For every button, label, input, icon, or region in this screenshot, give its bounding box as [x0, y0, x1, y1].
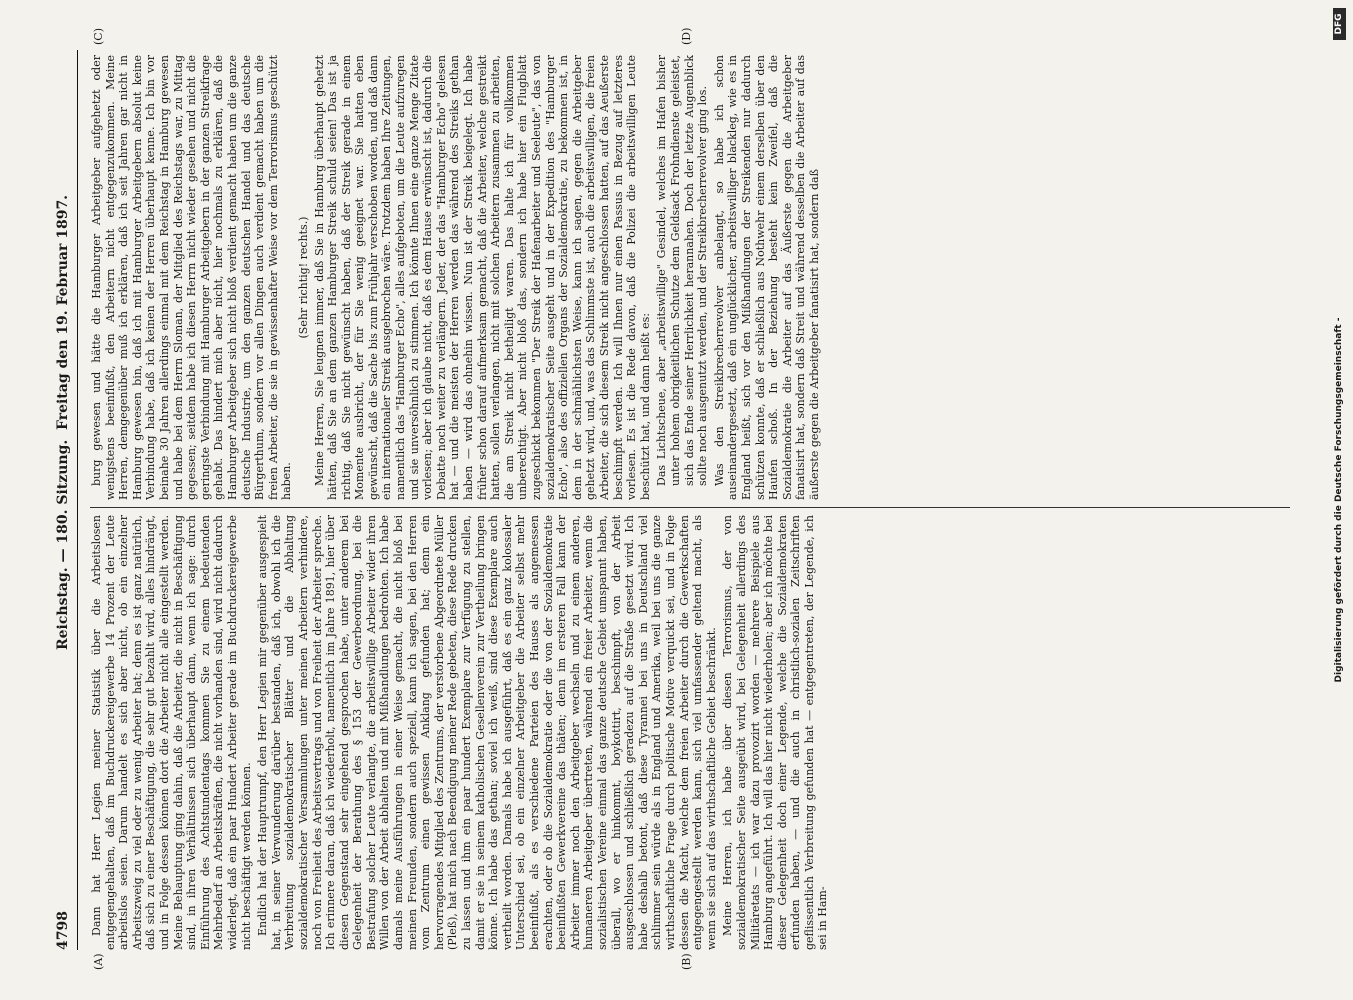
digitization-footer: Digitalisierung gefördert durch die Deutsche Forschungsgemeinschaft -: [1334, 317, 1344, 683]
paragraph: Meine Herren, ich habe über diesen Terrorismus, der von sozialdemokratischer Seite ausgeübt wird, bei Gelegenheit allerdings des Militäretats — ich war dazu provozirt worden — mehrere Beispiele aus Hamburg angeführt. Ich will das hier nicht wiederholen; aber ich möchte bei dieser Gelegenheit doch einer Legende, welche die Sozialdemokraten erfunden haben, — und die auch in christlich-sozialen Zeitschriften geflissentlich Verbreitung gefunden hat — entgegentreten, der Legende, ich sei in Ham-: [721, 515, 830, 950]
digitization-sidebar: [1332, 0, 1353, 1000]
paragraph: Dann hat Herr Legien meiner Statistik über die Arbeitslosen entgegengehalten, daß im Buchdruckereigewerbe 14 Prozent der Leute arbeitslos seien. Darum handelt es sich aber nicht, ob ein einzelner Arbeitszweig zu viel oder zu wenig Arbeiter hat; denn es ist ganz natürlich, daß sich zu einer Beschäftigung, die sehr gut bezahlt wird, alles hindrängt, und in Folge dessen können dort die Arbeiter nicht alle eingestellt werden. Meine Behauptung ging dahin, daß die Arbeiter, die nicht in Beschäftigung sind, in ihren Verhältnissen sich überhaupt dann, wenn ich sage: durch Einführung des Achtstundentags kommen Sie zu einem bedeutenden Mehrbedarf an Arbeitskräften, die nicht vorhanden sind, wird nicht dadurch widerlegt, daß ein paar Hundert Arbeiter gerade im Buchdruckereigewerbe nicht beschäftigt werden können.: [90, 515, 253, 950]
page-date: Freitag den 19. Februar 1897.: [55, 194, 71, 430]
page-header: [55, 50, 78, 950]
paragraph: burg gewesen und hätte die Hamburger Arbeitgeber aufgehetzt oder wenigstens beeinflußt, den Arbeitern nicht entgegenzukommen. Meine Herren, demgegenüber muß ich erklären, daß ich seit Jahren gar nicht in Hamburg gewesen bin, daß ich mit Hamburger Arbeitgebern absolut keine Verbindung habe, daß ich keinen der Herren überhaupt kenne. Ich bin vor beinahe 30 Jahren allerdings einmal mit dem Reichstag in Hamburg gewesen und habe bei dem Herrn Sloman, der Mitglied des Reichstags war, zu Mittag gegessen; seitdem habe ich diesen Herrn nicht wieder gesehen und nicht die geringste Verbindung mit Hamburger Arbeitgebern in der ganzen Streikfrage gehabt. Das hindert mich aber nicht, hier nochmals zu erklären, daß die Hamburger Arbeitgeber sich nicht bloß verdient gemacht haben um die ganze deutsche Industrie, um den ganzen deutschen Handel und das deutsche Bürgerthum, sondern vor allen Dingen auch verdient gemacht haben um die freien Arbeiter, die sie in gewissenhafter Weise vor dem Terrorismus geschützt haben.: [90, 55, 294, 500]
quotation: Das Lichtscheue, aber „arbeitswillige" Gesindel, welches im Hafen bisher unter hohem obrigkeitlichen Schutze dem Geldsack Frohndienste geleistet, sich das Ende seiner Herrlichkeit herannahen. Doch der letzte Augenblick sollte noch ausgenutzt werden, und der Streikbrecherrevolver ging los.: [655, 55, 710, 486]
marker-a: (A): [92, 953, 105, 970]
column-left: [90, 515, 1290, 950]
page-number: 4798: [55, 911, 71, 950]
column-divider: [90, 507, 1290, 508]
dfg-logo: DFG: [1333, 8, 1346, 40]
paragraph: Was den Streikbrecherrevolver anbelangt, so habe ich schon auseinandergesetzt, daß ein unglücklicher, arbeitswilliger blackleg, wie es in England heißt, sich vor den Mißhandlungen der Streikenden nur dadurch schützen konnte, daß er schließlich aus Nothwehr einem derselben über den Haufen schoß. In der Beziehung besteht kein Zweifel, daß die Sozialdemokratie die Arbeiter auf das Äußerste gegen die Arbeitgeber fanatisirt hat, sondern daß Streit und während desselben die Arbeiter auf das äußerste gegen die Arbeitgeber fanatisirt hat, sondern daß: [712, 55, 821, 500]
paragraph: Endlich hat der Hauptrumpf, den Herr Legien mir gegenüber ausgespielt hat, in seiner Verwunderung darüber bestanden, daß ich, obwohl ich die Verbreitung sozialdemokratischer Blätter und die Abhaltung sozialdemokratischer Versammlungen unter meinen Arbeitern verhindere, noch von Freiheit des Arbeitsvertrags und von Freiheit der Arbeiter spreche. Ich erinnere daran, daß ich wiederholt, namentlich im Jahre 1891, hier über diesen Gegenstand sehr eingehend gesprochen habe, unter anderem bei Gelegenheit der Berathung des § 153 der Gewerbeordnung, bei die Bestrafung solcher Leute verlangte, die arbeitswillige Arbeiter wider ihren Willen von der Arbeit abhalten und mit Mißhandlungen bedrohten. Ich habe damals meine Ausführungen in einer Weise gemacht, die nicht bloß bei meinen Freunden, sondern auch speziell, kann ich sagen, bei den Herren vom Zentrum einen gewissen Anklang gefunden hat; denn ein hervorragendes Mitglied des Zentrums, der verstorbene Abgeordnete Müller (Pleß), hat mich nach Beendigung meiner Rede gebeten, diese Rede drucken zu lassen und ihm ein paar hundert Exemplare zur Verfügung zu stellen, damit er sie in seinem katholischen Gesellenverein zur Vertheilung bringen könne. Ich habe das gethan; soviel ich weiß, sind diese Exemplare auch vertheilt worden. Damals habe ich ausgeführt, daß es ein ganz kolossaler Unterschied sei, ob ein einzelner Arbeitgeber die Arbeiter selbst mehr beeinflußt, als es verschiedene Parteien des Hauses als angemessen erachten, oder ob die Sozialdemokratie oder die von der Sozialdemokratie beeinflußten Gewerkvereine das thäten; denn im ersteren Fall kann der Arbeiter immer noch den Arbeitgeber wechseln und zu einem anderen, humaneren Arbeitgeber übertreten, während ein freier Arbeiter, wenn die sozialistischen Vereine einmal das ganze deutsche Gebiet umspannt haben, überall, wo er hinkommt, boykottirt, beschimpft, von der Arbeit ausgeschlossen und schließlich geradezu auf die Straße gesetzt wird. Ich habe deshalb betont, daß diese Tyrannei bei uns in Deutschland viel schlimmer sein würde als in England und Amerika, weil bei uns die ganze wirthschaftliche Frage durch politische Motive verquickt sei, und in Folge dessen die Macht, welche dem freien Arbeiter durch die Gewerkschaften entgegengestellt werden kann, sich viel umfassender geltend macht, als wenn sie sich auf das wirthschaftliche Gebiet beschränkt.: [256, 515, 718, 950]
page-title: Reichstag. — 180. Sitzung.: [55, 439, 71, 650]
marker-d: (D): [680, 27, 693, 45]
column-right: [90, 55, 1290, 500]
paragraph: Meine Herren, Sie leugnen immer, daß Sie in Hamburg überhaupt gehetzt hätten, daß Sie an dem ganzen Hamburger Streik schuld seien! Das ist ja richtig, daß Sie nicht gewünscht haben, daß der Streik gerade in einem Momente ausbricht, der für Sie wenig geeignet war. Sie hatten eben gewünscht, daß die Sache bis zum Frühjahr verschoben worden, und daß dann ein internationaler Streik ausgebrochen wäre. Trotzdem haben Ihre Zeitungen, namentlich das "Hamburger Echo", alles aufgeboten, um die Leute aufzuregen und sie unversöhnlich zu stimmen. Ich könnte Ihnen eine ganze Menge Zitate vorlesen; aber ich glaube nicht, daß es dem Hause erwünscht ist, dadurch die Debatte noch weiter zu verlängern. Jeder, der das "Hamburger Echo" gelesen hat — und die meisten der Herren werden das während des Streiks gethan haben — wird das ohnehin wissen. Nun ist der Streik beigelegt. Ich habe früher schon darauf aufmerksam gemacht, daß die Arbeiter, welche gestreikt hatten, sollen verlangen, nicht mit solchen Arbeitern zusammen zu arbeiten, die am Streik nicht betheiligt waren. Das halte ich für vollkommen unberechtigt. Aber nicht bloß das, sondern ich habe hier ein Flugblatt zugeschickt bekommen "Der Streik der Hafenarbeiter und Seeleute", das von sozialdemokratischer Seite ausgeht und in der Expedition des "Hamburger Echo", also des offiziellen Organs der Sozialdemokratie, zu bekommen ist, in dem in der schmählichsten Weise, kann ich sagen, gegen die Arbeitgeber gehetzt wird, und, was das Schlimmste ist, auch die arbeitswilligen, die freien Arbeiter, die sich diesem Streik nicht angeschlossen hatten, auf das Aeußerste beschimpft werden. Ich will Ihnen nur einen Passus in Bezug auf letzteres vorlesen. Es ist die Rede davon, daß die Polizei die arbeitswilligen Leute beschützt hat, und dann heißt es:: [312, 55, 652, 500]
marker-b: (B): [680, 953, 693, 970]
marker-c: (C): [92, 28, 105, 45]
interjection: (Sehr richtig! rechts.): [296, 216, 310, 339]
